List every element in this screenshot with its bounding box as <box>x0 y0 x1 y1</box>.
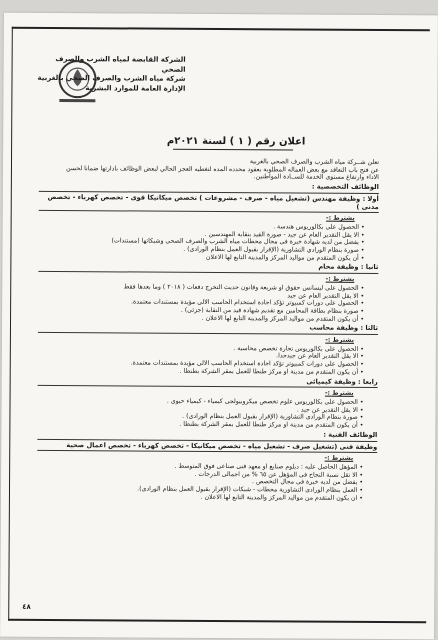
requirement-item: • الا يقل التقدير العام عن جيد <box>38 290 364 300</box>
announcement-title: اعلان رقم ( ١ ) لسنة ٢٠٢١م <box>166 135 306 148</box>
top-divider <box>12 27 430 31</box>
requirement-item: • العمل بنظام الورادى التشاورية محطات - شبكات (الإقرار بقبول العمل بنظام الورادى). <box>37 485 363 495</box>
org-line: شركة مياه الشرب والصرف الصحي بالغربية <box>37 73 186 83</box>
section-heading: أولا : وظيفة مهندس (تشغيل مياه - صرف - مشروعات ) تخصص ميكانيكا قوى - تخصص كهرباء - تخصص مدنى ) <box>39 194 379 213</box>
conditions-label: يشترط :- <box>324 389 354 398</box>
requirement-item: • صورة بنظام الورادي التشاورية (الإقرار بقبول العمل بنظام الورادى) . <box>38 245 364 255</box>
title-underline <box>173 149 293 151</box>
requirement-item: • الحصول على دورات كمبيوتر تؤكد اجادة استخدام الحاسب الالى مؤيدة بمستندات معتمدة. <box>38 359 364 369</box>
requirement-item: • الا تقل نسبة النجاح فى المؤهل عن ٦٥ % من اجمالى الدرجات . <box>37 470 363 480</box>
requirement-item: • الا يقل التقدير عن جيد . <box>37 405 363 415</box>
requirement-item: • أن يكون المتقدم من مواليد المركز والمدينة التابع لها الاعلان . <box>38 314 364 324</box>
section-heading: ثالثا : وظيفة محاسب <box>38 323 378 335</box>
conditions-label: يشترط :- <box>325 275 355 283</box>
requirement-item: • المؤهل الحاصل عليه : دبلوم صنايع او معهد فنى صناعى فوق المتوسط . <box>37 462 363 472</box>
requirement-item: • يفضل من لديه خبرة فى مجال التخصص . <box>37 477 363 487</box>
requirement-item: • أن يكون المتقدم من مدينة او مركز طنطا للعمل بمقر الشركة بطنطا . <box>38 367 364 377</box>
requirement-item: • صورة بنظام الورادى التشاورية (الإقرار بقبول العمل بنظام الورادى) . <box>37 412 363 422</box>
requirement-item: • الحصول على بكالوريوس هندسة . <box>39 222 365 232</box>
section-heading: رابعا : وظيفة كيميائى <box>38 376 378 388</box>
requirement-item: • ان يكون المتقدم من مواليد المركز والمدينة التابع لها الاعلان . <box>37 493 363 503</box>
requirement-item: • أن يكون المتقدم من مواليد المركز والمدينة التابع لها الاعلان <box>38 253 364 263</box>
section-heading: ثانيا : وظيفة محام <box>38 262 378 274</box>
conditions-label: يشترط :- <box>324 454 354 463</box>
requirement-item: • أن يكون المتقدم من مدينة او مركز طنطا للعمل بمقر الشركة بطنطا . <box>37 420 363 430</box>
requirement-item: • الا يقل التقدير العام عن جيدجدا. <box>38 351 364 361</box>
bottom-divider <box>8 619 426 623</box>
requirement-item: • الحصول على ليسانس حقوق او شريعة وقانون حديث التخرج دفعات ( ٢٠١٨ ) وما بعدها فقط <box>38 283 364 293</box>
announcement-body <box>37 155 379 502</box>
section-heading: الوظائف الفنية : <box>37 430 377 442</box>
requirement-item: • الحصول على بكالوريوس تجارة تخصص محاسبة . <box>38 344 364 354</box>
left-border <box>8 27 13 621</box>
section-heading: الوظائف التخصصية : <box>39 182 379 194</box>
org-line: الشركة القابضة لمياه الشرب والصرف الصحي <box>55 54 186 74</box>
document-page <box>0 13 438 640</box>
organization-header <box>35 55 185 94</box>
intro-line: تعلن شــركة مياه الشرب والصرف الصحي بالغربية <box>249 158 380 166</box>
page-number: ٤٨ <box>22 602 31 611</box>
conditions-label: يشترط :- <box>325 336 354 344</box>
requirement-item: • صورة بنظام بطاقة المحامين مع تقديم شهادة قيد من النقابة (جزئى) . <box>38 306 364 316</box>
conditions-label: يشترط :- <box>326 214 355 223</box>
requirement-item: • الا يقل التقدير العام عن جيد - صورة القيد بنقابة المهندسين . <box>39 230 365 240</box>
requirement-item: • الحصول على دورات كمبيوتر تؤكد اجادة استخدام الحاسب الالى مؤيدة بمستندات معتمدة. <box>38 298 364 308</box>
intro-line: الاداء وارتفاع مستوى الخدمة للســادة المواطنين. <box>253 173 379 182</box>
requirement-item: • الحصول على بكالوريوس علوم تخصص ميكروبيولجى كيمياء - كيمياء حيوى . <box>38 397 364 407</box>
section-heading: وظيفة فنى (تشغيل صرف - تشغيل مياه - تخصص ميكانيكا - تخصص كهرباء - تخصص اعمال صحية <box>37 441 377 453</box>
org-line: الإدارة العامة للموارد البشرية <box>85 83 186 93</box>
intro-line: عن فتح باب التعاقد مع بعض العماله المطلوبة بعقود محدده المده لتغطيه العجز الحالي لبعض الوظائف بادارتها ضمانا لحسن <box>66 164 379 174</box>
requirement-item: • يفضل من لديه شهادة خبرة فى مجال محطات مياه الشرب والصرف الصحى وشبكاتها (مستندات) <box>38 237 364 247</box>
